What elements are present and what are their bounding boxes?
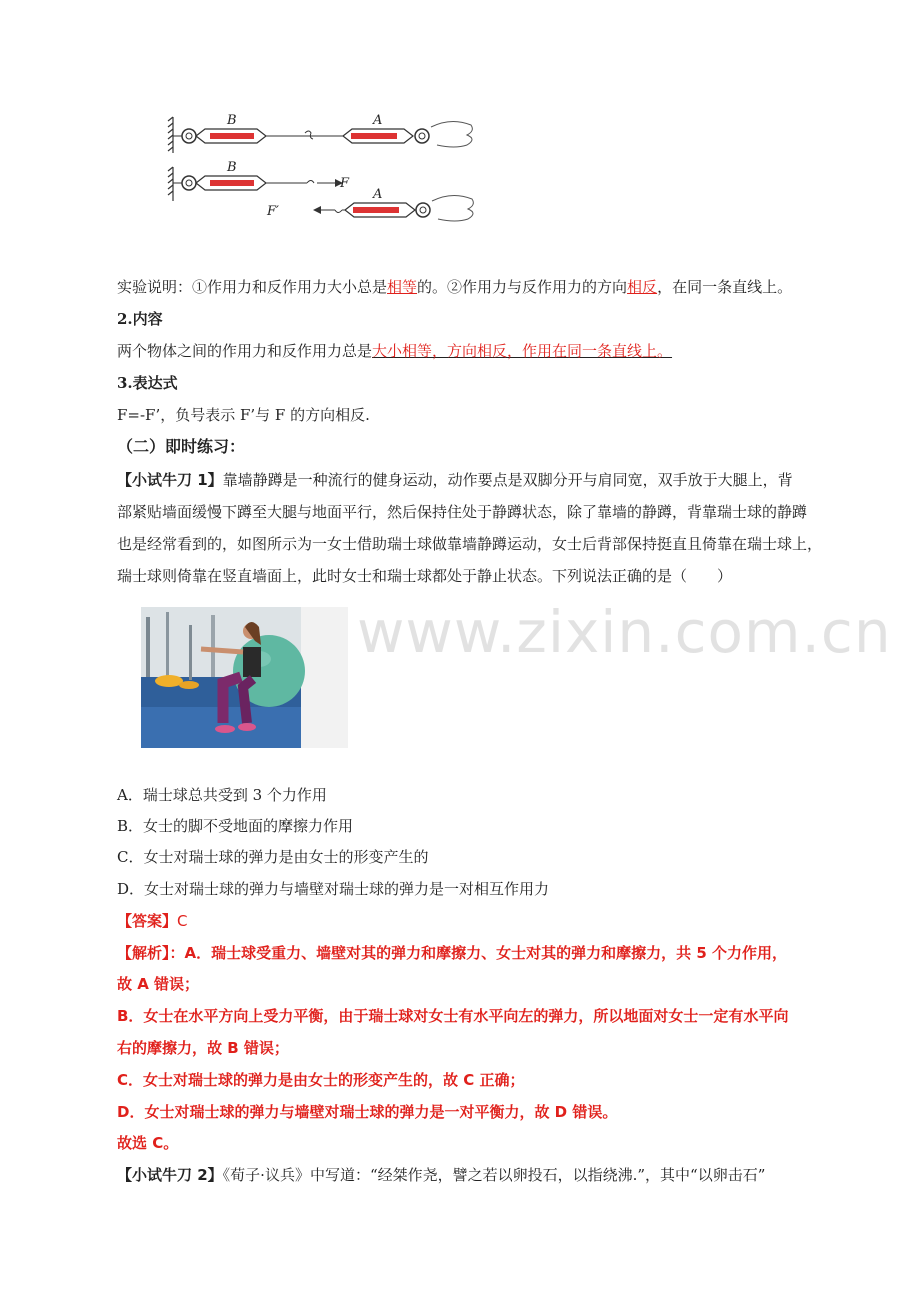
balance-row-2 — [173, 160, 350, 191]
content-answer: 大小相等，方向相反，作用在同一条直线上。 — [372, 342, 673, 360]
q1-line-4: 瑞士球则倚靠在竖直墙面上，此时女士和瑞士球都处于静止状态。下列说法正确的是（ ） — [117, 567, 733, 585]
q1-line-2: 部紧贴墙面缓慢下蹲至大腿与地面平行，然后保持住处于静蹲状态，除了靠墙的静蹲，背靠瑞士球的静蹲 — [117, 503, 808, 521]
spring-balance-diagram — [165, 105, 485, 240]
exp-note-answer-2: 相反 — [627, 278, 658, 296]
practice-heading: （二）即时练习： — [117, 437, 246, 456]
section-2-heading: 2.内容 — [117, 310, 163, 328]
analysis-line-6: D．女士对瑞士球的弹力与墙壁对瑞士球的弹力是一对平衡力，故 D 错误。 — [117, 1103, 618, 1121]
analysis-line-7: 故选 C。 — [117, 1134, 179, 1152]
label-a-3: A — [373, 187, 383, 202]
balance-row-3 — [266, 187, 473, 221]
swiss-ball-squat-photo — [141, 607, 348, 748]
content-sentence — [117, 340, 686, 362]
answer-line — [117, 910, 188, 932]
q2-line-1 — [117, 1164, 765, 1186]
q1-line-3: 也是经常看到的，如图所示为一女士借助瑞士球做靠墙静蹲运动，女士后背部保持挺直且倚靠在瑞士球上， — [117, 535, 823, 553]
content-prefix: 两个物体之间的作用力和反作用力总是 — [117, 342, 373, 360]
option-d[interactable]: D．女士对瑞士球的弹力与墙壁对瑞士球的弹力是一对相互作用力 — [117, 880, 550, 898]
section-3-heading: 3.表达式 — [117, 374, 178, 392]
q2-tag: 【小试牛刀 2】 — [117, 1166, 223, 1184]
exp-note-answer-1: 相等 — [387, 278, 418, 296]
balance-row-1 — [173, 113, 472, 147]
label-b-2: B — [227, 160, 237, 175]
formula: F=-F’，负号表示 F’与 F 的方向相反. — [117, 406, 370, 424]
q1-line-1 — [117, 469, 793, 491]
analysis-line-5: C．女士对瑞士球的弹力是由女士的形变产生的，故 C 正确； — [117, 1071, 525, 1089]
option-a[interactable]: A．瑞士球总共受到 3 个力作用 — [117, 786, 327, 804]
watermark: www.zixin.com.cn — [357, 598, 892, 666]
q2-text: 《荀子·议兵》中写道：“经桀作尧，譬之若以卵投石，以指绕沸.”，其中“以卵击石” — [222, 1166, 766, 1184]
answer-value: C — [177, 912, 188, 930]
q1-text-1: 靠墙静蹲是一种流行的健身运动，动作要点是双脚分开与肩同宽，双手放于大腿上，背 — [222, 471, 793, 489]
analysis-line-2: 故 A 错误； — [117, 975, 200, 993]
exp-note-suffix: ，在同一条直线上。 — [657, 278, 793, 296]
analysis-line-1 — [117, 942, 787, 964]
label-b-1: B — [227, 113, 237, 128]
label-f-prime: F′ — [267, 204, 279, 219]
q1-tag: 【小试牛刀 1】 — [117, 471, 223, 489]
option-b[interactable]: B．女士的脚不受地面的摩擦力作用 — [117, 817, 354, 835]
analysis-text-1: ：A．瑞士球受重力、墙壁对其的弹力和摩擦力、女士对其的弹力和摩擦力，共 5 个力作用， — [169, 944, 788, 962]
analysis-line-4: 右的摩擦力，故 B 错误； — [117, 1039, 289, 1057]
experiment-note — [117, 276, 792, 298]
analysis-line-3: B．女士在水平方向上受力平衡，由于瑞士球对女士有水平向左的弹力，所以地面对女士一定有水平向 — [117, 1007, 789, 1025]
wall-bottom — [168, 167, 173, 201]
option-c[interactable]: C．女士对瑞士球的弹力是由女士的形变产生的 — [117, 848, 429, 866]
answer-label: 【答案】 — [117, 912, 178, 930]
label-f: F — [340, 176, 350, 191]
analysis-label: 【解析】 — [117, 944, 170, 962]
exp-note-prefix: 实验说明：①作用力和反作用力大小总是 — [117, 278, 388, 296]
wall-top — [168, 117, 173, 153]
label-a-1: A — [373, 113, 383, 128]
exp-note-mid: 的。②作用力与反作用力的方向 — [417, 278, 628, 296]
